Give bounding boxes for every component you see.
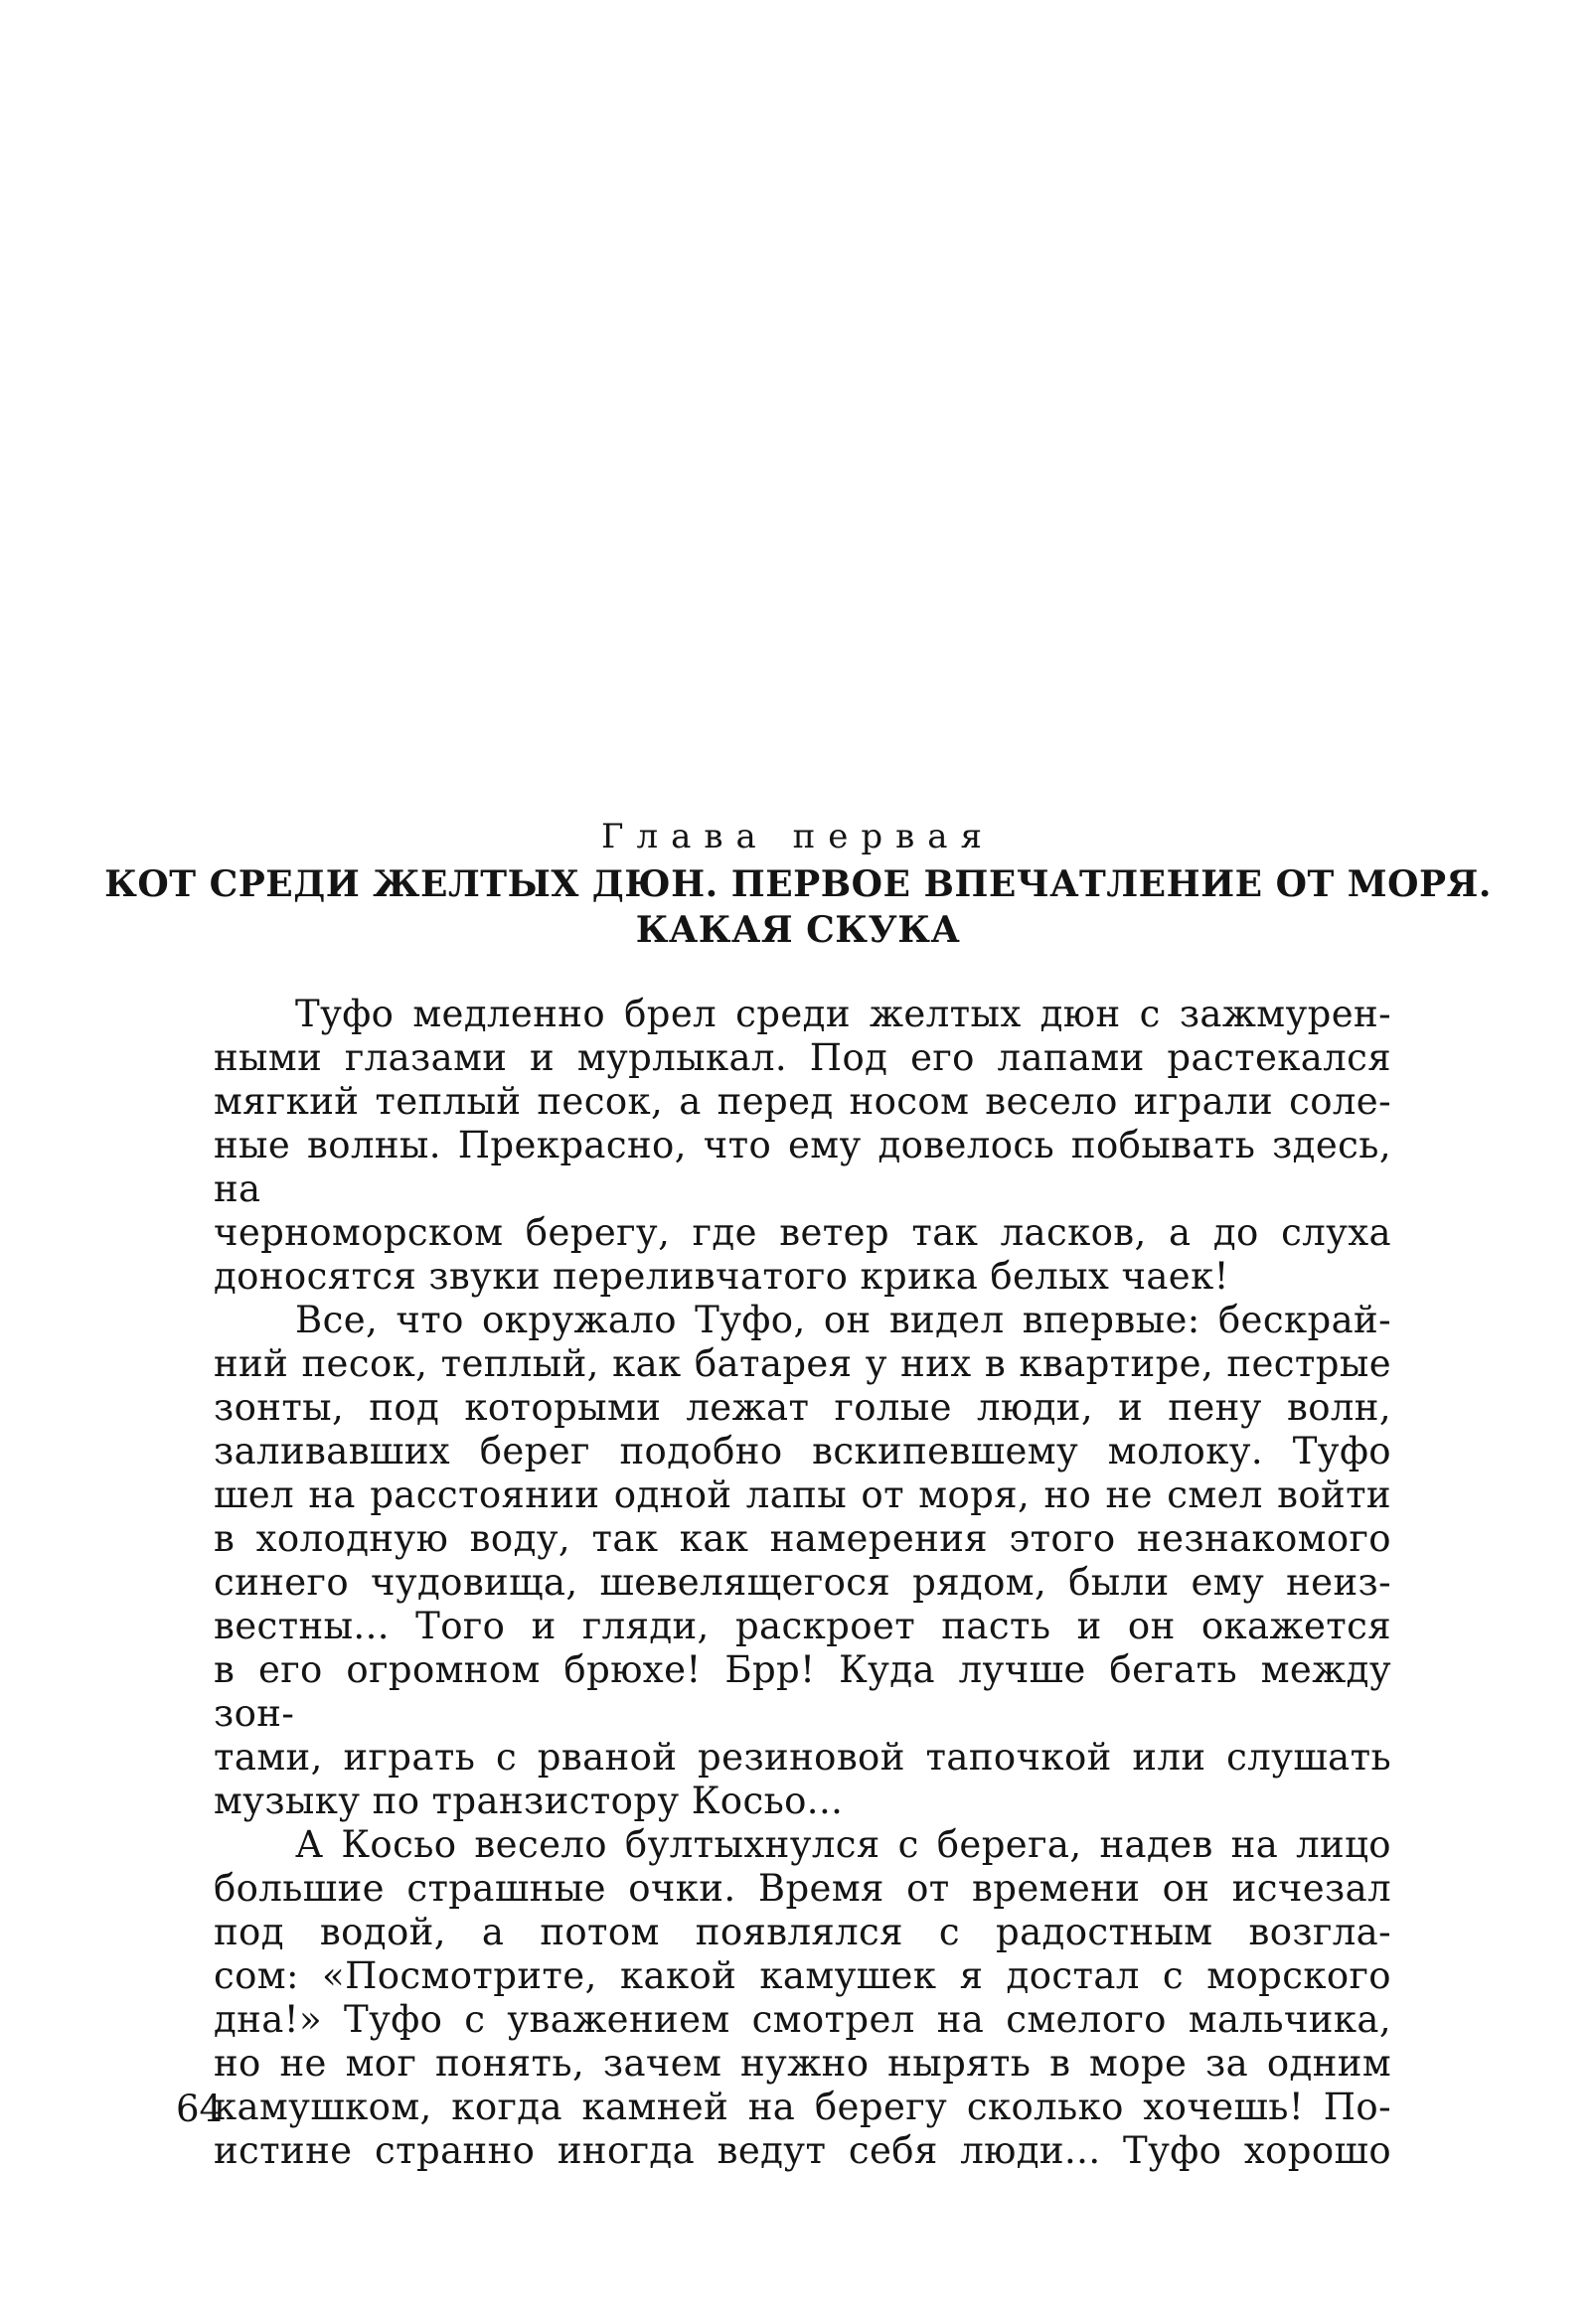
body-line: мягкий теплый песок, а перед носом весело играли соле-: [214, 1080, 1391, 1123]
body-line: синего чудовища, шевелящегося рядом, были ему неиз-: [214, 1561, 1391, 1604]
body-line: истине странно иногда ведут себя люди... Туфо хорошо: [214, 2129, 1391, 2172]
body-line: шел на расстоянии одной лапы от моря, но не смел войти: [214, 1473, 1391, 1516]
body-line: Все, что окружало Туфо, он видел впервые: бескрай-: [295, 1299, 1391, 1341]
body-line: ными глазами и мурлыкал. Под его лапами растекался: [214, 1036, 1391, 1079]
body-line: тами, играть с рваной резиновой тапочкой или слушать: [214, 1736, 1391, 1779]
body-text: [214, 993, 1391, 2173]
body-line: заливавших берег подобно вскипевшему молоку. Туфо: [214, 1430, 1391, 1472]
page-number: 64: [176, 2088, 224, 2130]
body-line: зонты, под которыми лежат голые люди, и пену волн,: [214, 1386, 1391, 1429]
body-line: в холодную воду, так как намерения этого незнакомого: [214, 1517, 1391, 1560]
body-line: ные волны. Прекрасно, что ему довелось побывать здесь, на: [214, 1124, 1391, 1210]
body-line: камушком, когда камней на берегу сколько хочешь! По-: [214, 2086, 1391, 2128]
body-line: доносятся звуки переливчатого крика белых чаек!: [214, 1255, 1229, 1298]
body-line: но не мог понять, зачем нужно нырять в море за одним: [214, 2042, 1391, 2085]
chapter-title-line-1: КОТ СРЕДИ ЖЕЛТЫХ ДЮН. ПЕРВОЕ ВПЕЧАТЛЕНИЕ ОТ МОРЯ.: [104, 863, 1492, 905]
body-line: под водой, а потом появлялся с радостным возгла-: [214, 1911, 1391, 1953]
body-line: дна!» Туфо с уважением смотрел на смелого мальчика,: [214, 1998, 1391, 2041]
body-line: большие страшные очки. Время от времени он исчезал: [214, 1867, 1391, 1910]
body-line: А Косьо весело бултыхнулся с берега, надев на лицо: [295, 1823, 1391, 1866]
body-line: Туфо медленно брел среди желтых дюн с зажмурен-: [295, 993, 1391, 1035]
body-line: вестны... Того и гляди, раскроет пасть и он окажется: [214, 1605, 1391, 1647]
chapter-title-line-2: КАКАЯ СКУКА: [635, 909, 961, 951]
body-line: ний песок, теплый, как батарея у них в квартире, пестрые: [214, 1342, 1391, 1385]
chapter-heading: Глава первая: [600, 817, 995, 856]
body-line: в его огромном брюхе! Брр! Куда лучше бегать между зон-: [214, 1648, 1391, 1735]
body-line: музыку по транзистору Косьо...: [214, 1780, 844, 1822]
body-line: сом: «Посмотрите, какой камушек я достал с морского: [214, 1954, 1391, 1997]
body-line: черноморском берегу, где ветер так ласков, а до слуха: [214, 1211, 1391, 1254]
chapter-title: [0, 861, 1596, 953]
